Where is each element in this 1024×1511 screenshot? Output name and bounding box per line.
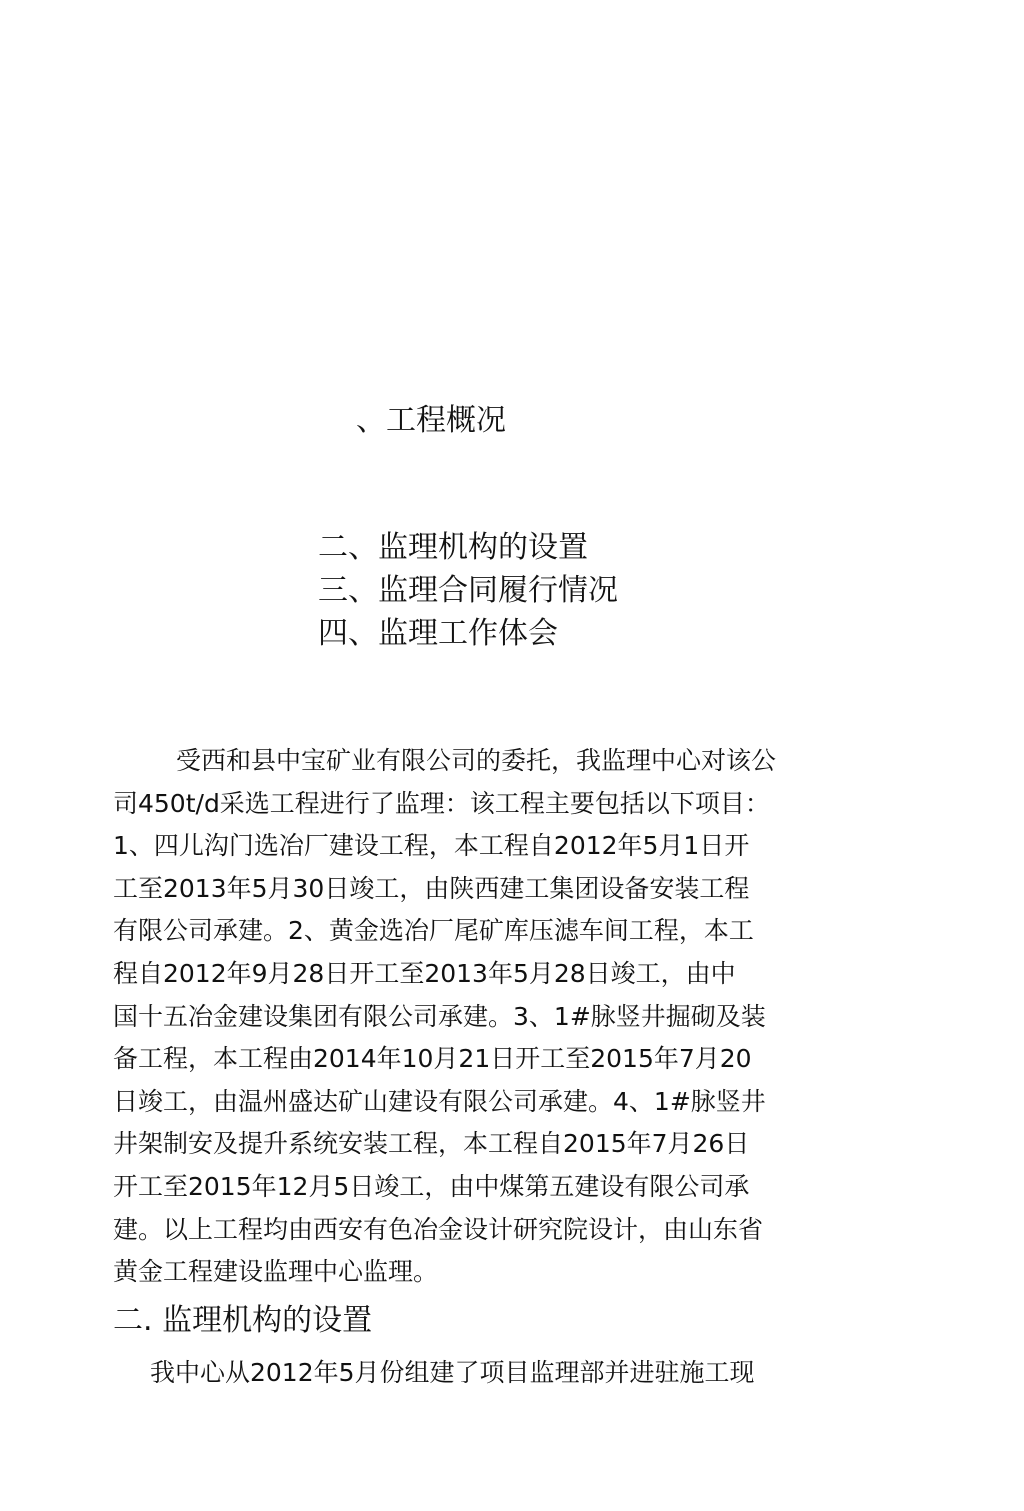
paragraph-line: 受西和县中宝矿业有限公司的委托，我监理中心对该公 bbox=[176, 746, 777, 775]
toc-first-item: 、工程概况 bbox=[356, 403, 506, 438]
paragraph-line: 1、四儿沟门选冶厂建设工程，本工程自2012年5月1日开 bbox=[113, 831, 750, 861]
paragraph-line: 备工程，本工程由2014年10月21日开工至2015年7月20 bbox=[113, 1044, 752, 1074]
table-of-contents bbox=[318, 526, 618, 655]
overview-paragraph bbox=[113, 740, 893, 1294]
paragraph-line: 开工至2015年12月5日竣工，由中煤第五建设有限公司承 bbox=[113, 1171, 750, 1201]
toc-item-4: 四、监理工作体会 bbox=[318, 616, 558, 651]
toc-item-3: 三、监理合同履行情况 bbox=[318, 573, 618, 608]
paragraph-line: 程自2012年9月28日开工至2013年5月28日竣工，由中 bbox=[113, 958, 736, 988]
paragraph-line: 有限公司承建。2、黄金选冶厂尾矿库压滤车间工程，本工 bbox=[113, 916, 754, 946]
paragraph-line: 日竣工，由温州盛达矿山建设有限公司承建。4、1#脉竖井 bbox=[113, 1086, 766, 1116]
paragraph-line: 建。以上工程均由西安有色冶金设计研究院设计，由山东省 bbox=[113, 1214, 764, 1244]
section-body-line: 我中心从2012年5月份组建了项目监理部并进驻施工现 bbox=[150, 1358, 755, 1387]
paragraph-line: 司450t/d采选工程进行了监理：该工程主要包括以下项目： bbox=[113, 788, 770, 818]
paragraph-line: 井架制安及提升系统安装工程，本工程自2015年7月26日 bbox=[113, 1129, 750, 1159]
paragraph-line: 国十五冶金建设集团有限公司承建。3、1#脉竖井掘砌及装 bbox=[113, 1001, 766, 1031]
toc-item-2: 二、监理机构的设置 bbox=[318, 530, 588, 565]
section-heading: 二. 监理机构的设置 bbox=[113, 1303, 373, 1338]
paragraph-line: 工至2013年5月30日竣工，由陕西建工集团设备安装工程 bbox=[113, 873, 750, 903]
paragraph-line: 黄金工程建设监理中心监理。 bbox=[113, 1257, 439, 1287]
